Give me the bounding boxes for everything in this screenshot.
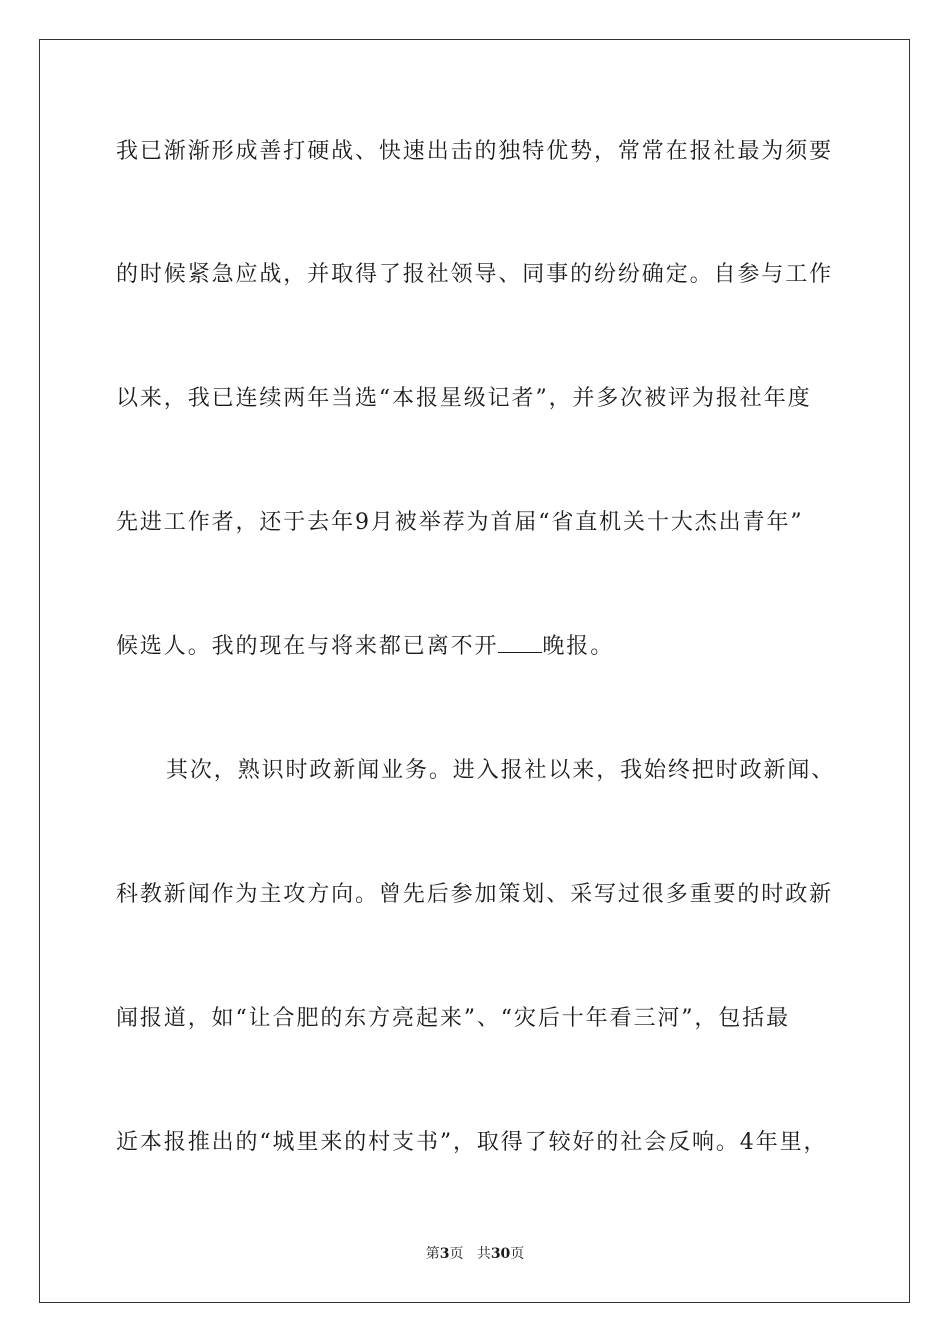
paragraph-line-5 bbox=[116, 632, 836, 662]
footer-page-prefix: 第 bbox=[425, 1246, 440, 1262]
paragraph-line-1: 我已渐渐形成善打硬战、快速出击的独特优势，常常在报社最为须要 bbox=[116, 139, 834, 164]
footer-page-suffix: 页 bbox=[449, 1246, 464, 1262]
paragraph-line-7: 科教新闻作为主攻方向。曾先后参加策划、采写过很多重要的时政新 bbox=[116, 882, 834, 907]
line-5-text: 候选人。我的现在与将来都已离不开 bbox=[116, 634, 499, 659]
blank-underline bbox=[498, 632, 542, 653]
page-frame bbox=[39, 39, 910, 1303]
paragraph-line-6: 其次，熟识时政新闻业务。进入报社以来，我始终把时政新闻、 bbox=[166, 758, 836, 783]
page-footer bbox=[0, 1245, 950, 1263]
paragraph-line-2: 的时候紧急应战，并取得了报社领导、同事的纷纷确定。自参与工作 bbox=[116, 262, 834, 287]
paragraph-line-9: 近本报推出的“城里来的村支书”，取得了较好的社会反响。4年里， bbox=[116, 1130, 828, 1155]
footer-total-pages: 30 bbox=[490, 1246, 511, 1262]
paragraph-line-4: 先进工作者，还于去年9月被举荐为首届“省直机关十大杰出青年” bbox=[116, 510, 804, 535]
footer-total-prefix: 共 bbox=[476, 1246, 491, 1262]
footer-total-suffix: 页 bbox=[510, 1246, 525, 1262]
line-5-tail: 晚报。 bbox=[542, 634, 615, 659]
paragraph-line-3: 以来，我已连续两年当选“本报星级记者”，并多次被评为报社年度 bbox=[116, 386, 812, 411]
paragraph-line-8: 闻报道，如“让合肥的东方亮起来”、“灾后十年看三河”，包括最 bbox=[116, 1006, 790, 1031]
footer-current-page: 3 bbox=[439, 1246, 450, 1262]
